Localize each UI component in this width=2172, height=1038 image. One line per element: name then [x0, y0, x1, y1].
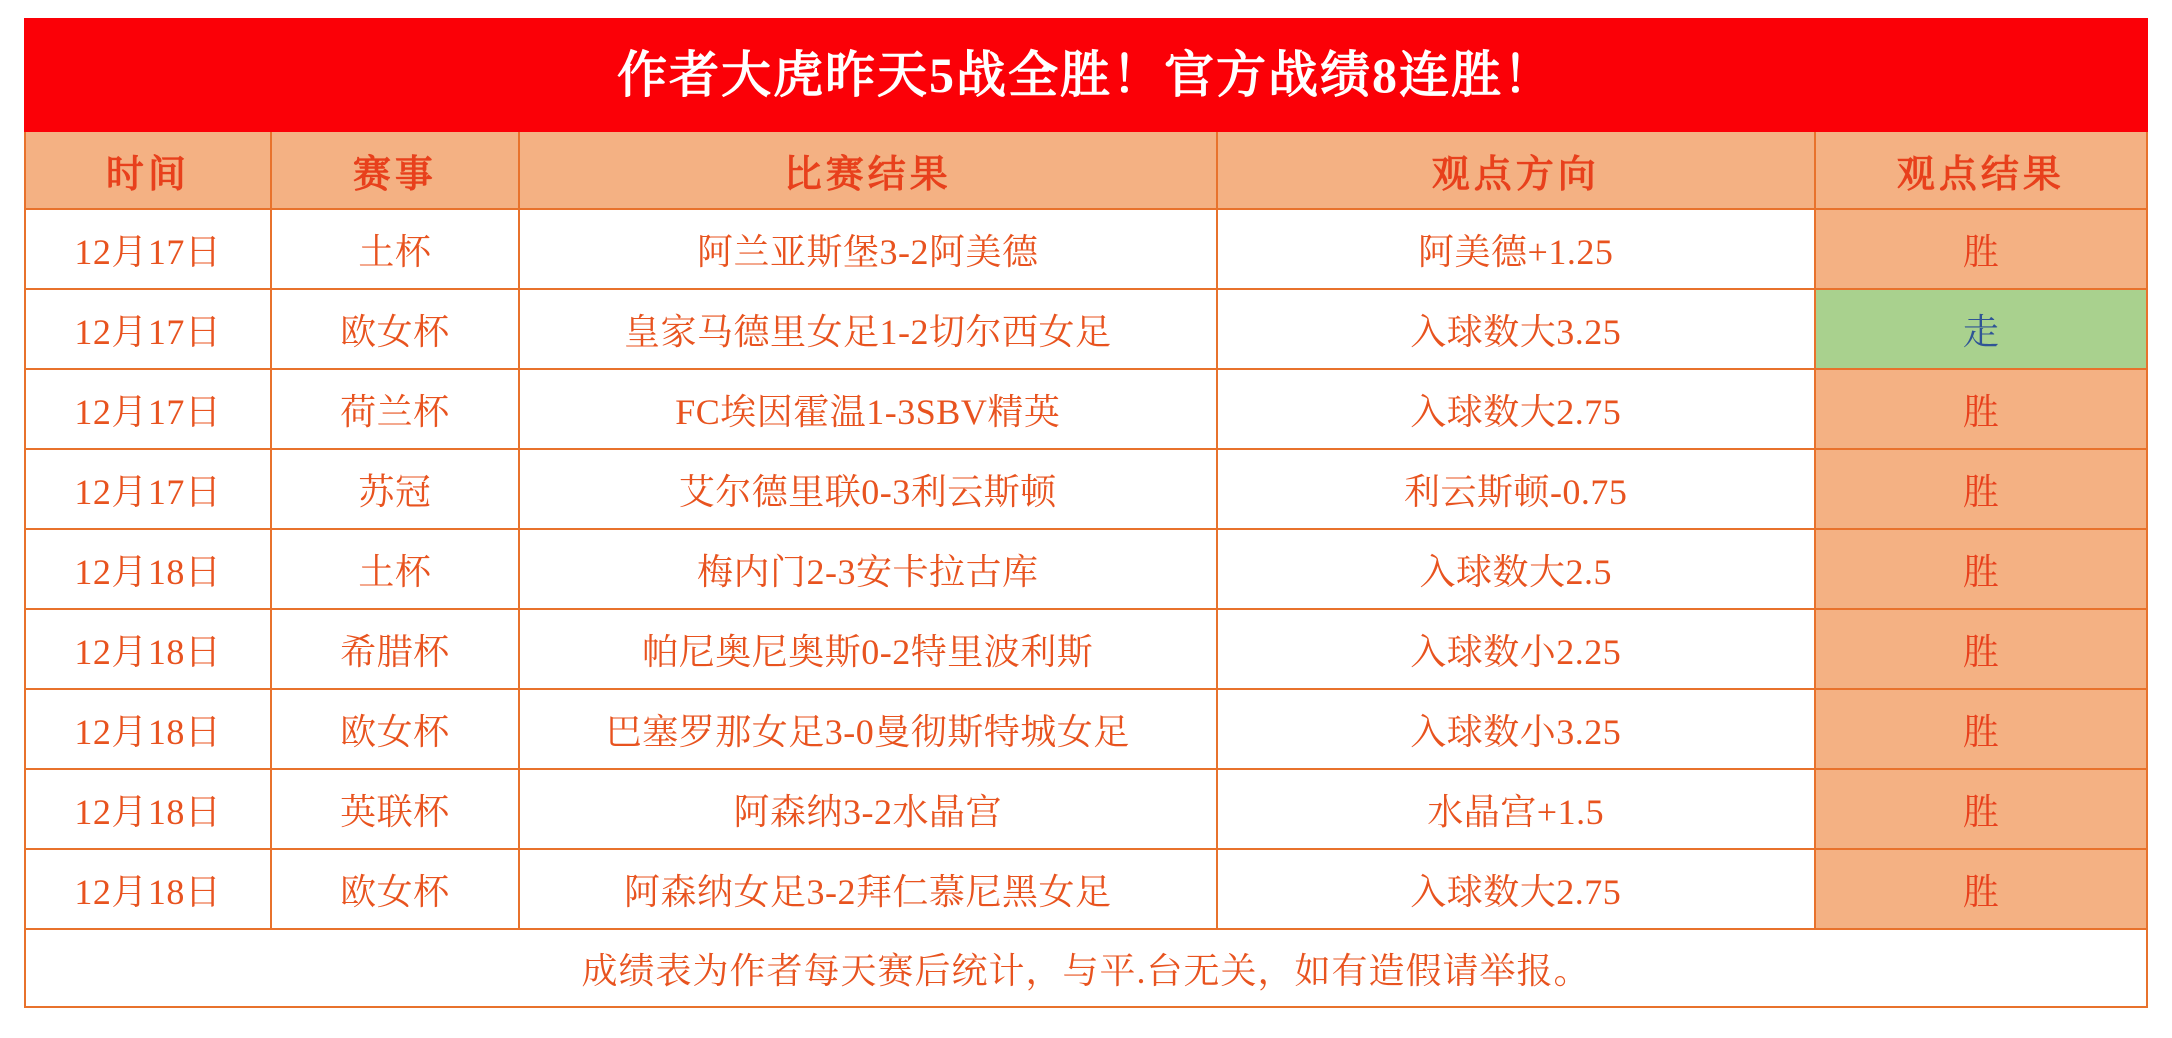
- cell-time: [25, 369, 271, 449]
- cell-view: [1217, 769, 1815, 849]
- view-text: 水晶宫+1.5: [1427, 791, 1605, 832]
- league-text: 希腊杯: [340, 631, 450, 672]
- cell-view: [1217, 449, 1815, 529]
- column-header-match: [519, 131, 1217, 209]
- cell-time: [25, 769, 271, 849]
- view-text: 入球数大2.75: [1410, 871, 1622, 912]
- cell-view: [1217, 529, 1815, 609]
- table-row: [25, 769, 2147, 849]
- cell-result: [1815, 769, 2147, 849]
- view-text: 入球数小3.25: [1410, 711, 1622, 752]
- cell-result: [1815, 849, 2147, 929]
- league-text: 土杯: [358, 551, 432, 592]
- cell-match: [519, 369, 1217, 449]
- league-text: 苏冠: [358, 471, 432, 512]
- match-text: 阿森纳3-2水晶宫: [733, 791, 1003, 832]
- cell-time: [25, 289, 271, 369]
- cell-time: [25, 449, 271, 529]
- view-text: 入球数大2.5: [1419, 551, 1612, 592]
- time-text: 12月17日: [74, 231, 222, 272]
- cell-league: [271, 849, 519, 929]
- cell-result: [1815, 449, 2147, 529]
- cell-league: [271, 449, 519, 529]
- cell-view: [1217, 209, 1815, 289]
- result-badge: 胜: [1962, 711, 1999, 752]
- cell-league: [271, 289, 519, 369]
- cell-league: [271, 209, 519, 289]
- result-badge: 胜: [1962, 471, 1999, 512]
- cell-match: [519, 849, 1217, 929]
- cell-result: [1815, 369, 2147, 449]
- time-text: 12月18日: [74, 871, 222, 912]
- view-text: 入球数大3.25: [1410, 311, 1622, 352]
- league-text: 荷兰杯: [340, 391, 450, 432]
- view-text: 阿美德+1.25: [1418, 231, 1614, 272]
- column-header-league: [271, 131, 519, 209]
- match-text: 阿兰亚斯堡3-2阿美德: [697, 231, 1039, 272]
- view-text: 利云斯顿-0.75: [1403, 471, 1628, 512]
- time-text: 12月17日: [74, 391, 222, 432]
- table-row: [25, 609, 2147, 689]
- column-header-time: [25, 131, 271, 209]
- table-row: [25, 369, 2147, 449]
- cell-league: [271, 769, 519, 849]
- column-header-view: [1217, 131, 1815, 209]
- results-table: [24, 18, 2148, 1008]
- cell-result: [1815, 529, 2147, 609]
- match-text: 阿森纳女足3-2拜仁慕尼黑女足: [624, 871, 1112, 912]
- time-text: 12月17日: [74, 311, 222, 352]
- time-text: 12月18日: [74, 711, 222, 752]
- cell-time: [25, 209, 271, 289]
- cell-result: [1815, 209, 2147, 289]
- table-row: [25, 449, 2147, 529]
- cell-time: [25, 609, 271, 689]
- cell-match: [519, 529, 1217, 609]
- match-text: 帕尼奥尼奥斯0-2特里波利斯: [642, 631, 1094, 672]
- result-badge: 胜: [1962, 551, 1999, 592]
- cell-result: [1815, 609, 2147, 689]
- cell-league: [271, 529, 519, 609]
- cell-view: [1217, 609, 1815, 689]
- cell-view: [1217, 849, 1815, 929]
- match-text: 梅内门2-3安卡拉古库: [697, 551, 1039, 592]
- cell-league: [271, 369, 519, 449]
- view-text: 入球数大2.75: [1410, 391, 1622, 432]
- column-header-result: [1815, 131, 2147, 209]
- league-text: 英联杯: [340, 791, 450, 832]
- header-label: 时间: [105, 153, 190, 196]
- cell-match: [519, 289, 1217, 369]
- cell-league: [271, 689, 519, 769]
- result-badge: 胜: [1962, 631, 1999, 672]
- league-text: 欧女杯: [340, 311, 450, 352]
- disclaimer-text: 成绩表为作者每天赛后统计，与平.台无关，如有造假请举报。: [581, 950, 1591, 991]
- cell-view: [1217, 689, 1815, 769]
- result-badge: 胜: [1962, 791, 1999, 832]
- result-badge: 胜: [1962, 391, 1999, 432]
- banner-row: [25, 19, 2147, 131]
- table-row: [25, 849, 2147, 929]
- view-text: 入球数小2.25: [1410, 631, 1622, 672]
- cell-match: [519, 449, 1217, 529]
- cell-match: [519, 769, 1217, 849]
- table-row: [25, 289, 2147, 369]
- table-body: [25, 19, 2147, 1007]
- result-badge: 胜: [1962, 871, 1999, 912]
- footer-row: [25, 929, 2147, 1007]
- time-text: 12月18日: [74, 551, 222, 592]
- time-text: 12月18日: [74, 791, 222, 832]
- header-label: 观点方向: [1431, 153, 1600, 196]
- league-text: 土杯: [358, 231, 432, 272]
- footer-cell: [25, 929, 2147, 1007]
- cell-result: [1815, 689, 2147, 769]
- cell-time: [25, 689, 271, 769]
- match-text: FC埃因霍温1-3SBV精英: [675, 391, 1061, 432]
- table-row: [25, 209, 2147, 289]
- cell-result: [1815, 289, 2147, 369]
- header-row: [25, 131, 2147, 209]
- header-label: 比赛结果: [783, 153, 952, 196]
- header-label: 观点结果: [1896, 153, 2065, 196]
- header-label: 赛事: [352, 153, 437, 196]
- cell-league: [271, 609, 519, 689]
- time-text: 12月17日: [74, 471, 222, 512]
- result-badge: 胜: [1962, 231, 1999, 272]
- match-text: 巴塞罗那女足3-0曼彻斯特城女足: [605, 711, 1130, 752]
- cell-time: [25, 849, 271, 929]
- banner-title: 作者大虎昨天5战全胜！官方战绩8连胜！: [617, 47, 1555, 103]
- table-row: [25, 529, 2147, 609]
- match-text: 艾尔德里联0-3利云斯顿: [678, 471, 1057, 512]
- league-text: 欧女杯: [340, 871, 450, 912]
- cell-match: [519, 689, 1217, 769]
- league-text: 欧女杯: [340, 711, 450, 752]
- cell-time: [25, 529, 271, 609]
- banner-cell: [25, 19, 2147, 131]
- result-badge: 走: [1962, 311, 1999, 352]
- time-text: 12月18日: [74, 631, 222, 672]
- table-row: [25, 689, 2147, 769]
- cell-view: [1217, 289, 1815, 369]
- match-text: 皇家马德里女足1-2切尔西女足: [624, 311, 1112, 352]
- cell-view: [1217, 369, 1815, 449]
- cell-match: [519, 609, 1217, 689]
- cell-match: [519, 209, 1217, 289]
